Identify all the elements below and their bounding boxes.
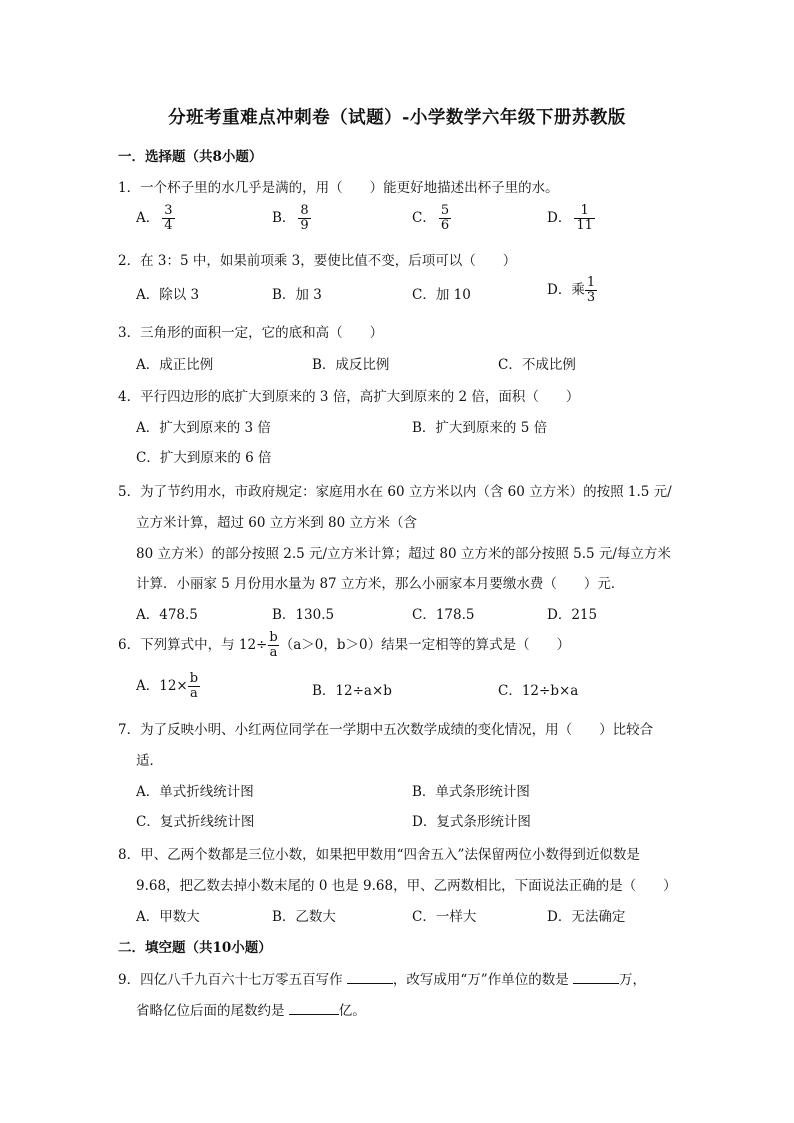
question-8-option-b: B．乙数大 [272,909,336,925]
question-5-option-a: A．478.5 [136,607,198,623]
question-7-option-d: D．复式条形统计图 [412,814,531,830]
question-7-line-2: 适． [136,753,163,769]
question-9-line-2: 省略亿位后面的尾数约是 亿。 [136,1003,366,1019]
question-1-option-d: D． $\frac{1}{11}$ [547,203,593,233]
question-1-stem: 1．一个杯子里的水几乎是满的，用（ ）能更好地描述出杯子里的水。 [118,180,559,196]
question-4-option-c: C．扩大到原来的 6 倍 [136,450,272,466]
question-8-line-2: 9.68，把乙数去掉小数末尾的 0 也是 9.68，甲、乙两数相比，下面说法正确的是（ ） [136,878,677,894]
question-9-line-1: 9．四亿八千九百六十七万零五百写作 ，改写成用“万”作单位的数是 万， [118,972,646,988]
fraction: $\frac{1}{3}$ [586,275,596,305]
question-2-option-a: A．除以 3 [136,287,200,303]
fraction: $\frac{8}{9}$ [300,203,309,233]
section-heading-fill: 二．填空题（共10小题） [118,940,272,956]
fraction: $\frac{b}{a}$ [189,671,199,701]
question-8-option-d: D．无法确定 [547,909,626,925]
question-6-option-a: A．12× $\frac{b}{a}$ [136,671,199,701]
question-8-option-a: A．甲数大 [136,909,200,925]
question-4-stem: 4．平行四边形的底扩大到原来的 3 倍，高扩大到原来的 2 倍，面积（ ） [118,389,580,405]
question-7-option-c: C．复式折线统计图 [136,814,255,830]
fraction: $\frac{1}{11}$ [576,203,593,233]
answer-blank [347,971,393,984]
question-5-line-2: 立方米计算，超过 60 立方米到 80 立方米（含 [136,515,418,531]
answer-blank [573,971,619,984]
fraction: $\frac{b}{a}$ [269,630,278,660]
question-2-option-d: D．乘 $\frac{1}{3}$ [547,275,596,305]
question-2-option-b: B．加 3 [272,287,322,303]
question-7-line-1: 7．为了反映小明、小红两位同学在一学期中五次数学成绩的变化情况，用（ ）比较合 [118,722,654,738]
question-5-option-b: B．130.5 [272,607,335,623]
question-2-option-c: C．加 10 [412,287,471,303]
answer-blank [289,1002,339,1015]
question-3-option-b: B．成反比例 [312,357,390,373]
question-5-option-d: D．215 [547,607,598,623]
question-1-option-a: A． $\frac{3}{4}$ [136,203,173,233]
question-5-line-1: 5．为了节约用水，市政府规定：家庭用水在 60 立方米以内（含 60 立方米）的按照 1.5 元/ [118,484,672,500]
question-6-option-b: B．12÷a×b [312,683,392,699]
question-7-option-b: B．单式条形统计图 [412,784,530,800]
question-4-option-a: A．扩大到原来的 3 倍 [136,420,271,436]
fraction: $\frac{5}{6}$ [440,203,450,233]
question-5-line-4: 计算．小丽家 5 月份用水量为 87 立方米，那么小丽家本月要缴水费（ ）元． [136,576,625,592]
question-7-option-a: A．单式折线统计图 [136,784,254,800]
section-heading-choice: 一．选择题（共8小题） [118,149,263,165]
question-6-option-c: C．12÷b×a [498,683,579,699]
question-5-option-c: C．178.5 [412,607,475,623]
fraction: $\frac{3}{4}$ [164,203,173,233]
question-2-stem: 2．在 3：5 中，如果前项乘 3，要使比值不变，后项可以（ ） [118,253,517,269]
page-title: 分班考重难点冲刺卷（试题）-小学数学六年级下册苏教版 [168,108,626,128]
question-1-option-c: C． $\frac{5}{6}$ [412,203,450,233]
question-5-line-3: 80 立方米）的部分按照 2.5 元/立方米计算；超过 80 立方米的部分按照 5.5 元/每立方米 [136,546,671,562]
question-3-option-c: C．不成比例 [498,357,576,373]
question-8-option-c: C．一样大 [412,909,477,925]
question-1-option-b: B． $\frac{8}{9}$ [272,203,309,233]
question-3-option-a: A．成正比例 [136,357,214,373]
question-3-stem: 3．三角形的面积一定，它的底和高（ ） [118,325,384,341]
question-8-line-1: 8．甲、乙两个数都是三位小数，如果把甲数用“四舍五入”法保留两位小数得到近似数是 [118,847,640,863]
question-6-stem: 6．下列算式中，与 12÷ $\frac{b}{a}$ （a＞0，b＞0）结果一定相等的算式是（ ） [118,630,571,660]
question-4-option-b: B．扩大到原来的 5 倍 [412,420,548,436]
